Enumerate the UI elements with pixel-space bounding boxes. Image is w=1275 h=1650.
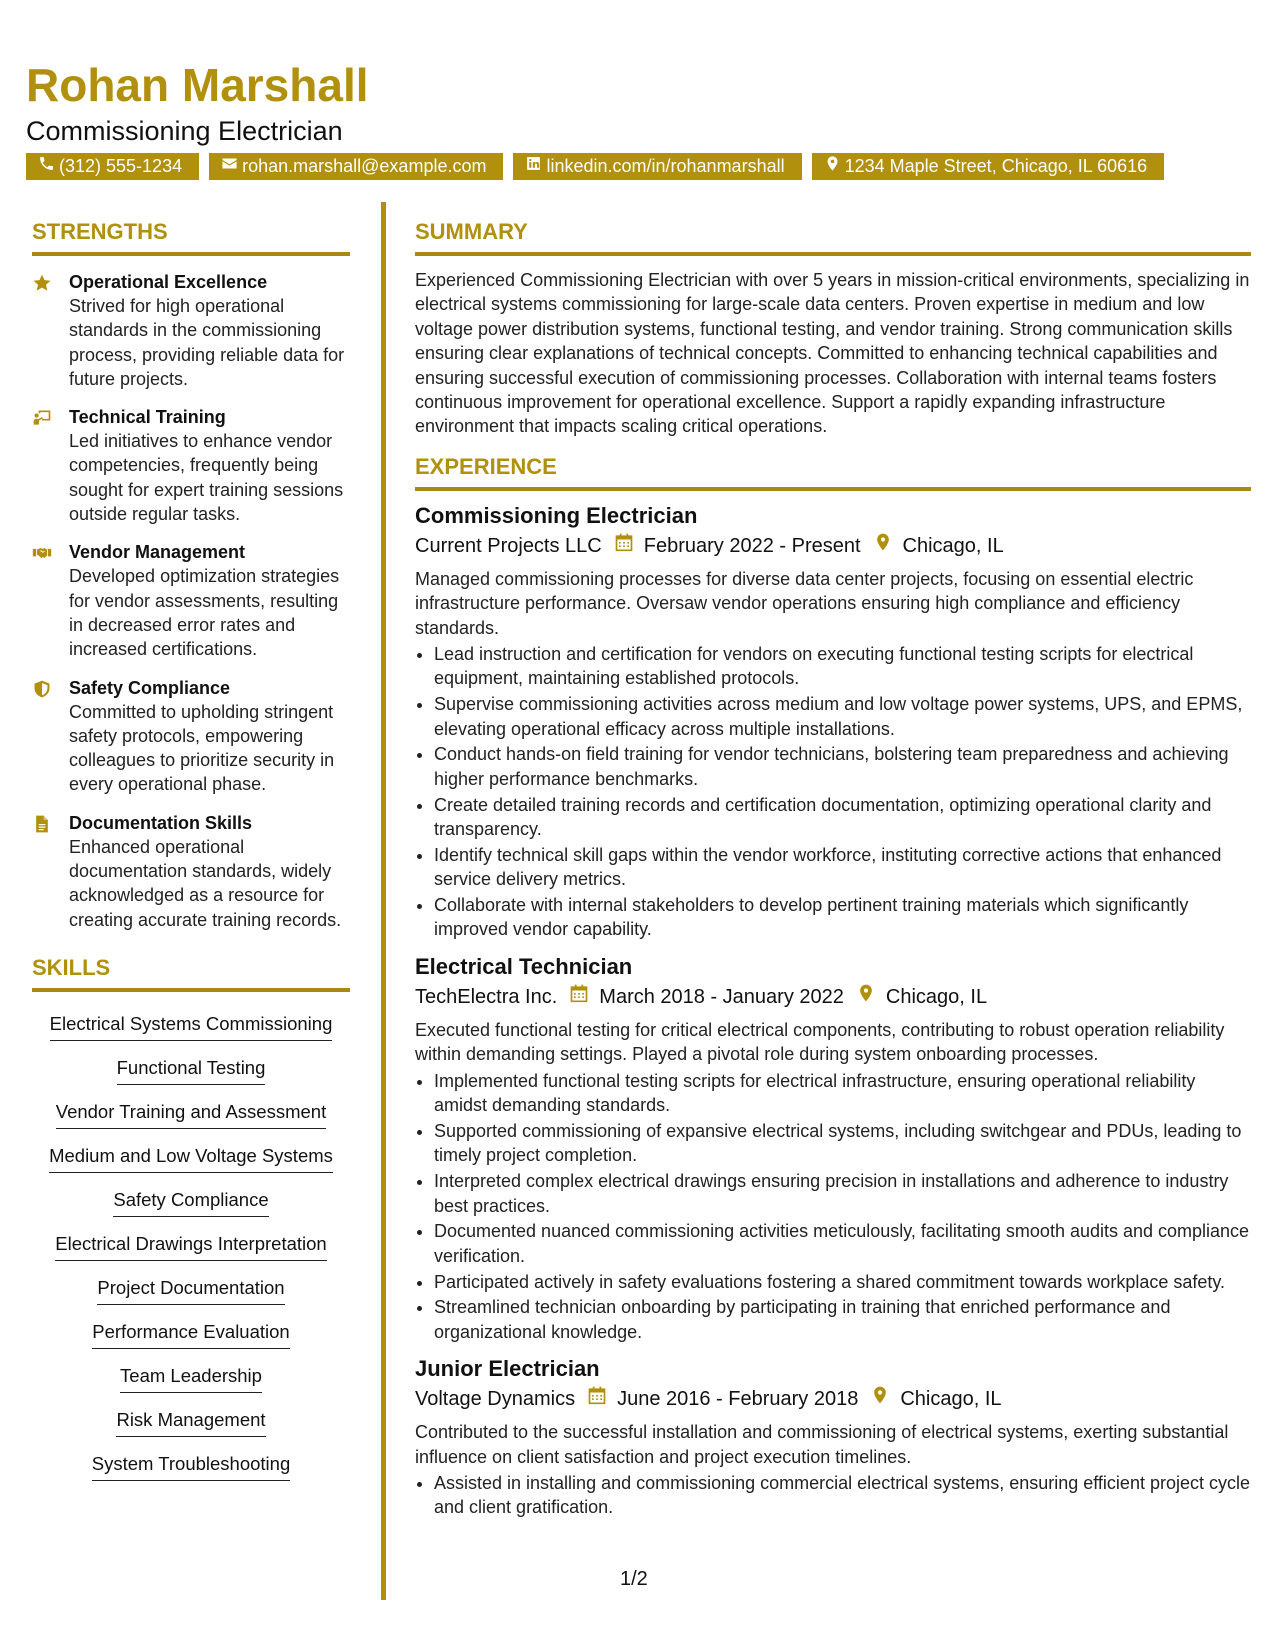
star-icon [32, 270, 69, 391]
contact-email[interactable] [209, 153, 503, 180]
job-bullets [415, 1069, 1251, 1344]
job-bullet: • Implemented functional testing scripts for electrical infrastructure, ensuring operational reliability amidst demanding standards. [434, 1069, 1251, 1118]
job-bullet: • Assisted in installing and commissioning commercial electrical systems, ensuring efficient project cycle and client gratification. [434, 1471, 1251, 1520]
handshake-icon [32, 540, 69, 661]
job-entry [415, 501, 1251, 942]
skill-item: System Troubleshooting [92, 1452, 290, 1481]
summary-heading: SUMMARY [415, 218, 1251, 256]
strength-title: Vendor Management [69, 542, 246, 563]
job-bullets [415, 642, 1251, 942]
job-entry [415, 952, 1251, 1344]
contact-linkedin[interactable] [513, 153, 801, 180]
contact-phone[interactable] [26, 153, 199, 180]
job-dates: June 2016 - February 2018 [617, 1388, 859, 1411]
calendar-icon [602, 531, 644, 561]
skill-item: Safety Compliance [113, 1188, 268, 1217]
job-entry [415, 1354, 1251, 1520]
contact-email-text: rohan.marshall@example.com [242, 156, 487, 176]
contact-bar [26, 153, 1164, 180]
summary-text: Experienced Commissioning Electrician with over 5 years in mission-critical environments, specializing in electrical systems commissioning for large-scale data centers. Proven expertise in medium and low voltage power distribution systems, functional testing, and vendor training. Strong communication skills ensuring clear explanations of technical concepts. Committed to enhancing technical capabilities and ensuring successful execution of commissioning processes. Collaboration with internal teams fosters continuous improvement for operational excellence. Support a rapidly expanding infrastructure environment that impacts scaling critical operations. [415, 270, 1250, 437]
strength-item [32, 676, 350, 797]
map-pin-icon [858, 1384, 900, 1414]
calendar-icon [557, 982, 599, 1012]
chalkboard-teacher-icon [32, 405, 69, 526]
job-bullet: • Conduct hands-on field training for vendor technicians, bolstering team preparedness and achieving higher performance benchmarks. [434, 742, 1251, 791]
skill-item: Electrical Drawings Interpretation [55, 1232, 326, 1261]
envelope-icon [221, 153, 238, 180]
skill-item: Performance Evaluation [92, 1320, 289, 1349]
job-bullet: • Create detailed training records and certification documentation, optimizing operational clarity and transparency. [434, 793, 1251, 842]
strengths-heading: STRENGTHS [32, 218, 350, 256]
document-icon [32, 811, 69, 932]
job-title: Electrical Technician [415, 953, 633, 979]
strength-description: Committed to upholding stringent safety protocols, empowering colleagues to prioritize security in every operational phase. [69, 701, 335, 795]
contact-address-text: 1234 Maple Street, Chicago, IL 60616 [844, 156, 1148, 176]
job-description: Executed functional testing for critical electrical components, contributing to robust operation reliability within demanding settings. Played a pivotal role during system onboarding processes. [415, 1019, 1225, 1065]
job-title: Junior Electrician [415, 1356, 600, 1382]
map-pin-icon [861, 531, 903, 561]
phone-icon [38, 153, 55, 180]
job-bullet: • Lead instruction and certification for vendors on executing functional testing scripts for electrical equipment, maintaining established protocols. [434, 642, 1251, 691]
linkedin-icon [525, 153, 542, 180]
job-bullet: • Participated actively in safety evaluations fostering a shared commitment towards workplace safety. [434, 1270, 1251, 1294]
job-meta [415, 531, 1251, 561]
strength-title: Technical Training [69, 407, 226, 428]
map-pin-icon [824, 153, 841, 180]
job-company: TechElectra Inc. [415, 985, 558, 1008]
job-bullet: • Supervise commissioning activities across medium and low voltage power systems, UPS, and EPMS, elevating operational efficacy across multiple installations. [434, 692, 1251, 741]
header [26, 60, 369, 148]
job-bullet: • Collaborate with internal stakeholders to develop pertinent training materials which significantly improved vendor capability. [434, 893, 1251, 942]
skill-item: Medium and Low Voltage Systems [49, 1144, 333, 1173]
job-title: Commissioning Electrician [415, 502, 698, 528]
left-column [32, 218, 350, 1481]
job-dates: February 2022 - Present [643, 534, 861, 557]
strength-item [32, 405, 350, 526]
candidate-title: Commissioning Electrician [26, 116, 343, 146]
job-bullet: • Supported commissioning of expansive electrical systems, including switchgear and PDUs, leading to timely project completion. [434, 1119, 1251, 1168]
strength-title: Safety Compliance [69, 677, 231, 698]
job-location: Chicago, IL [885, 985, 988, 1008]
contact-address [812, 153, 1165, 180]
calendar-icon [575, 1384, 617, 1414]
strength-description: Enhanced operational documentation standards, widely acknowledged as a resource for creating accurate training records. [69, 836, 342, 930]
shield-icon [32, 676, 69, 797]
job-meta [415, 982, 1251, 1012]
skills-list [32, 1000, 350, 1481]
job-bullets [415, 1471, 1251, 1520]
job-company: Voltage Dynamics [415, 1388, 576, 1411]
strength-description: Led initiatives to enhance vendor competencies, frequently being sought for expert training sessions outside regular tasks. [69, 431, 344, 525]
job-description: Contributed to the successful installation and commissioning of electrical systems, exerting substantial influence on client satisfaction and project execution timelines. [415, 1422, 1229, 1467]
skill-item: Electrical Systems Commissioning [50, 1012, 333, 1041]
job-location: Chicago, IL [900, 1388, 1002, 1411]
job-location: Chicago, IL [902, 534, 1004, 557]
strength-title: Operational Excellence [69, 272, 268, 292]
column-divider [381, 202, 386, 1600]
candidate-name: Rohan Marshall [26, 59, 369, 111]
skill-item: Risk Management [116, 1408, 265, 1437]
job-bullet: • Documented nuanced commissioning activities meticulously, facilitating smooth audits and compliance verification. [434, 1219, 1251, 1268]
right-column [415, 218, 1251, 1520]
strength-title: Documentation Skills [69, 812, 253, 833]
job-company: Current Projects LLC [415, 534, 602, 557]
skill-item: Project Documentation [97, 1276, 284, 1305]
job-bullet: • Streamlined technician onboarding by participating in training that enriched performance and organizational knowledge. [434, 1295, 1251, 1344]
contact-linkedin-text: linkedin.com/in/rohanmarshall [546, 156, 785, 176]
skills-heading: SKILLS [32, 954, 350, 992]
strength-item [32, 811, 350, 932]
strength-description: Developed optimization strategies for vendor assessments, resulting in decreased error rates and increased certifications. [69, 566, 340, 660]
contact-phone-text: (312) 555-1234 [59, 156, 183, 176]
experience-heading: EXPERIENCE [415, 453, 1251, 491]
job-dates: March 2018 - January 2022 [599, 985, 844, 1008]
page-number: 1/2 [620, 1568, 648, 1590]
map-pin-icon [844, 982, 886, 1012]
skill-item: Team Leadership [120, 1364, 262, 1393]
job-bullet: • Interpreted complex electrical drawings ensuring precision in installations and adherence to industry best practices. [434, 1169, 1251, 1218]
skill-item: Functional Testing [117, 1056, 266, 1085]
strength-item [32, 270, 350, 391]
skill-item: Vendor Training and Assessment [56, 1100, 326, 1129]
job-description: Managed commissioning processes for diverse data center projects, focusing on essential electric infrastructure performance. Oversaw vendor operations ensuring high compliance and efficiency standards. [415, 568, 1194, 638]
strength-item [32, 540, 350, 661]
job-meta [415, 1384, 1251, 1414]
strength-description: Strived for high operational standards in the commissioning process, providing reliable data for future projects. [69, 296, 345, 389]
job-bullet: • Identify technical skill gaps within the vendor workforce, instituting corrective actions that enhanced service delivery metrics. [434, 843, 1251, 892]
